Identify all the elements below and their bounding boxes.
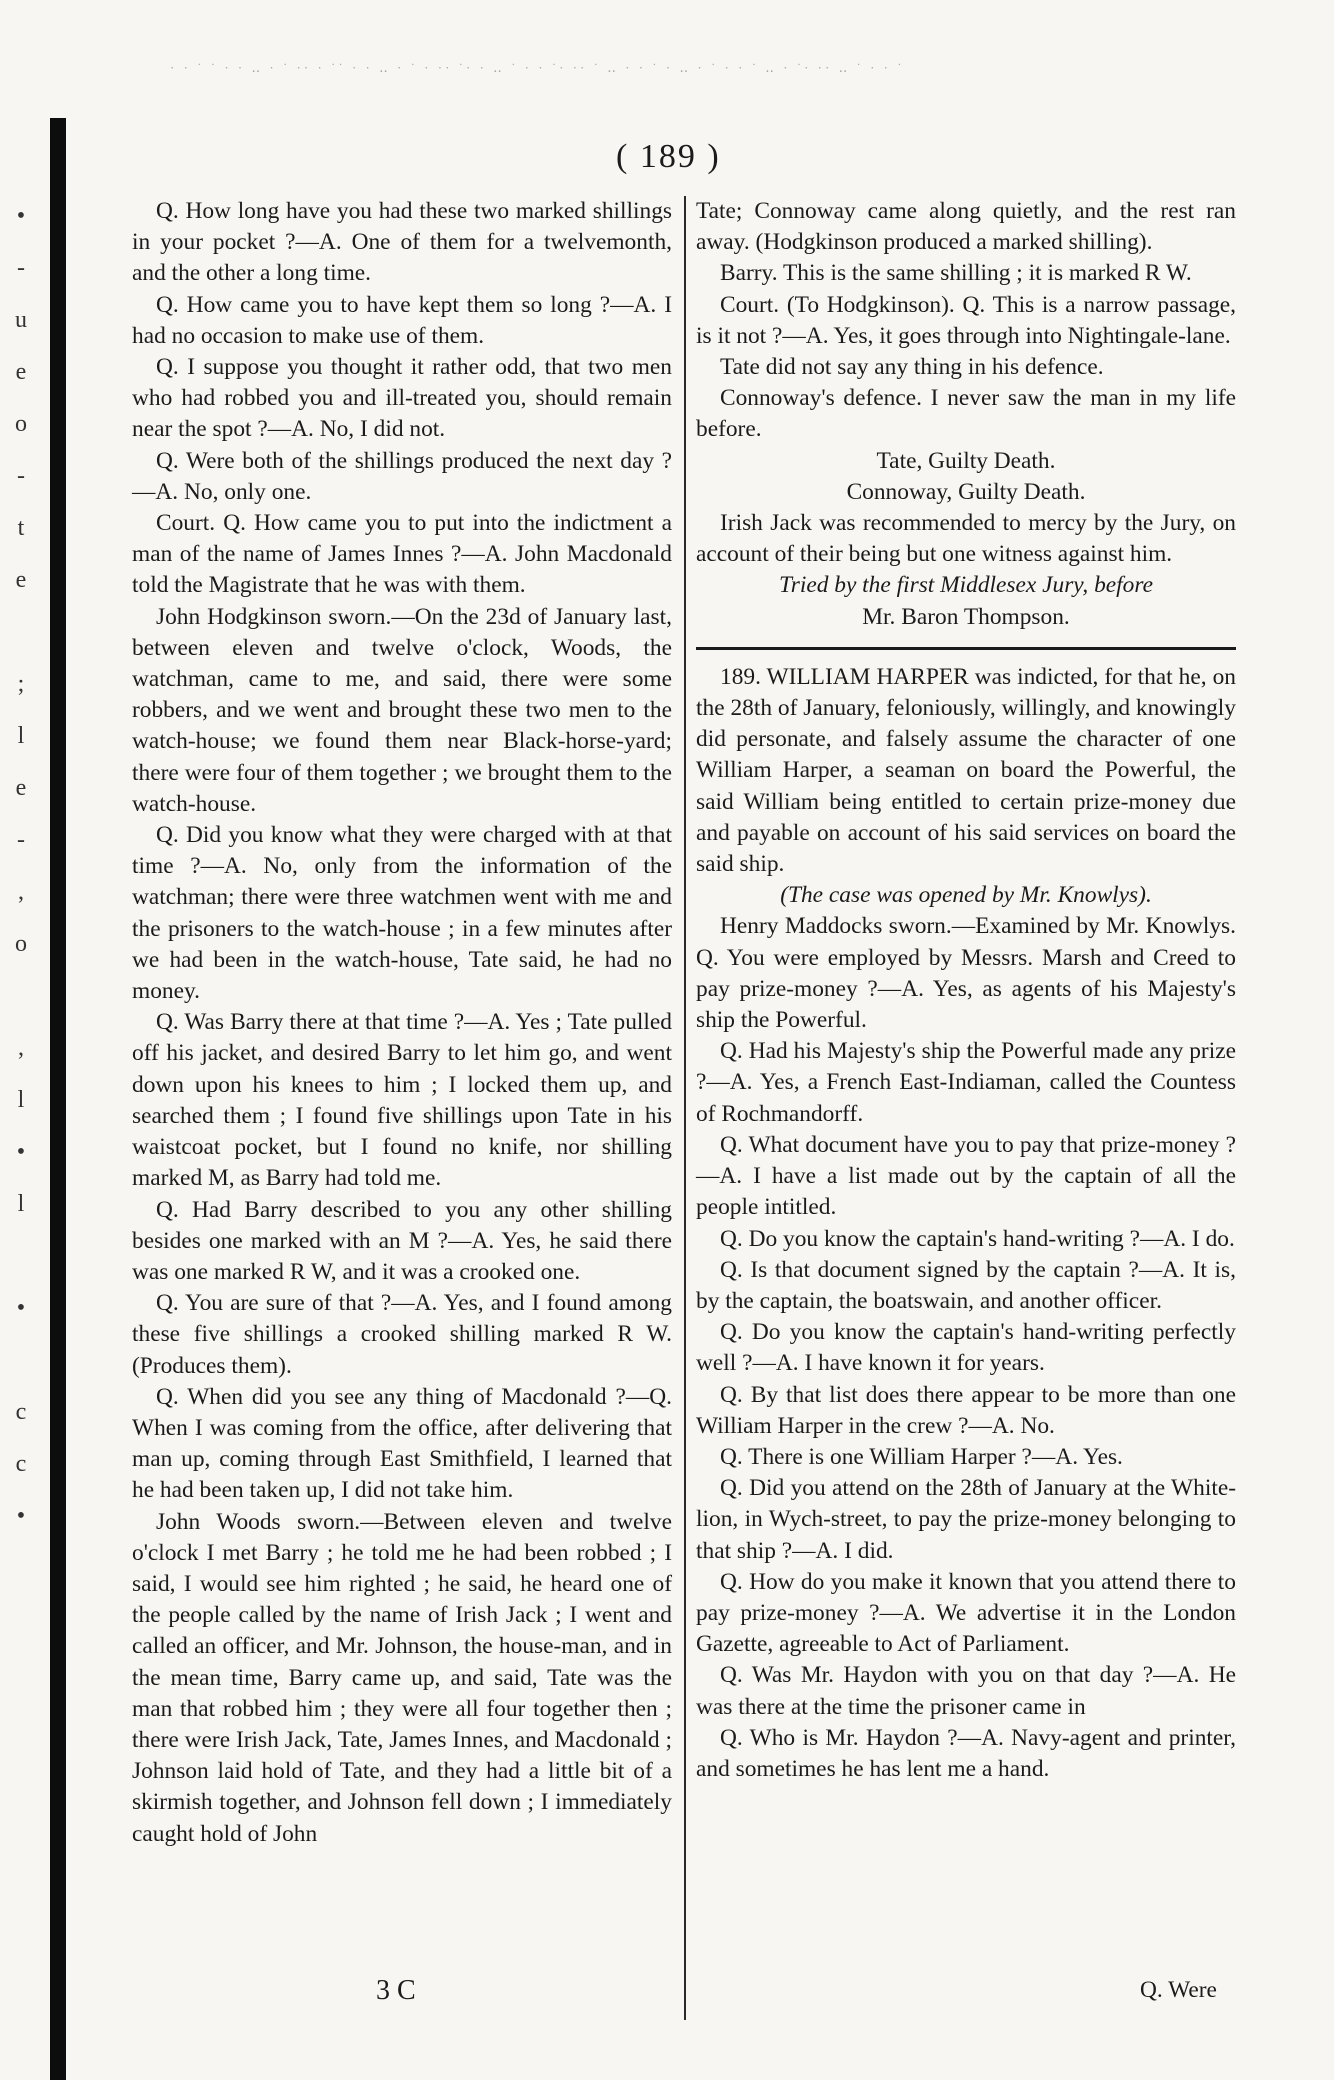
paragraph: Q. By that list does there appear to be more than one William Harper in the crew ?—A. No. (696, 1381, 1236, 1439)
paragraph: Henry Maddocks sworn.—Examined by Mr. Knowlys. Q. You were employed by Messrs. Marsh and Creed to pay prize-money ?—A. Yes, as agents of his Majesty's ship the Powerful. (696, 913, 1236, 1034)
paragraph: Q. What document have you to pay that prize-money ?—A. I have a list made out by the captain of all the people intitled. (696, 1131, 1236, 1221)
paragraph: Q. How long have you had these two marked shillings in your pocket ?—A. One of them for a twelvemonth, and the other a long time. (132, 198, 672, 287)
paragraph: John Hodgkinson sworn.—On the 23d of January last, between eleven and twelve o'clock, Woods, the watchman, came to me, and said, there were some robbers, and we went and brought these two men to the watch-house; we found them near Black-horse-yard; there were four of them together ; we brought them to the watch-house. (132, 603, 672, 817)
page-number: ( 189 ) (616, 138, 721, 175)
verdict-line: Connoway, Guilty Death. (846, 478, 1086, 505)
trial-note-text: Tried by the first Middlesex Jury, before (779, 572, 1153, 599)
paragraph: Irish Jack was recommended to mercy by the Jury, on account of their being but one witness against him. (696, 510, 1236, 568)
paragraph: Q. Was Barry there at that time ?—A. Yes ; Tate pulled off his jacket, and desired Barry to let him go, and went down upon his knees to him ; I locked them up, and searched them ; I found five shillings upon Tate in his waistcoat pocket, but I found no knife, nor shilling marked M, as Barry had told me. (132, 1009, 672, 1192)
top-edge-noise: · · ˙ ˙ · · ‥ · ˙ ·· · ˙˙ · · ‥ · ˙ · ·· ˙· · ‥ ˙ · · ˙· ·· ˙ ‥ · · ˙ · ‥ · ˙ · · ˙ ‥ · ˙· ·· ‥ ˙ · · ˙ (170, 60, 905, 75)
paragraph: Tate did not say any thing in his defence. (720, 354, 1104, 381)
section-rule (696, 647, 1236, 650)
catchword: Q. Were (1140, 1977, 1217, 2003)
paragraph: Q. I suppose you thought it rather odd, that two men who had robbed you and ill-treated you, should remain near the spot ?—A. No, I did not. (132, 354, 672, 443)
paragraph: Q. Were both of the shillings produced the next day ?—A. No, only one. (132, 447, 672, 505)
paragraph: Q. How do you make it known that you attend there to pay prize-money ?—A. We advertise it in the London Gazette, agreeable to Act of Parliament. (696, 1568, 1236, 1658)
paragraph: Q. Is that document signed by the captain ?—A. It is, by the captain, the boatswain, and another officer. (696, 1256, 1236, 1314)
paragraph: Q. Had his Majesty's ship the Powerful made any prize ?—A. Yes, a French East-Indiaman, called the Countess of Rochmandorff. (696, 1038, 1236, 1127)
paragraph: Q. You are sure of that ?—A. Yes, and I found among these five shillings a crooked shilling marked R W. (Produces them). (132, 1290, 672, 1379)
column-divider (684, 196, 686, 2020)
paragraph: Q. Had Barry described to you any other shilling besides one marked with an M ?—A. Yes, he said there was one marked R W, and it was a crooked one. (132, 1196, 672, 1285)
paragraph: Q. There is one William Harper ?—A. Yes. (720, 1443, 1123, 1470)
case-opening-note (696, 880, 1236, 911)
paragraph: Tate; Connoway came along quietly, and the rest ran away. (Hodgkinson produced a marked shilling). (696, 198, 1236, 256)
paragraph: Q. How came you to have kept them so long ?—A. I had no occasion to make use of them. (132, 291, 672, 349)
paragraph: Q. Who is Mr. Haydon ?—A. Navy-agent and printer, and sometimes he has lent me a hand. (696, 1724, 1236, 1782)
scan-edge-shadow (50, 118, 66, 2080)
paragraph: Q. Do you know the captain's hand-writing ?—A. I do. (720, 1225, 1235, 1252)
trial-note (696, 570, 1236, 601)
paragraph: Q. Was Mr. Haydon with you on that day ?—A. He was there at the time the prisoner came in (696, 1662, 1236, 1720)
paragraph: Court. Q. How came you to put into the indictment a man of the name of James Innes ?—A. John Macdonald told the Magistrate that he was with them. (132, 510, 672, 599)
paragraph: Q. Did you attend on the 28th of January at the White-lion, in Wych-street, to pay the prize-money belonging to that ship ?—A. I did. (696, 1475, 1236, 1564)
case-opening-note-text: (The case was opened by Mr. Knowlys). (780, 882, 1152, 909)
paragraph: Court. (To Hodgkinson). Q. This is a narrow passage, is it not ?—A. Yes, it goes through into Nightingale-lane. (696, 291, 1236, 349)
paragraph: John Woods sworn.—Between eleven and twelve o'clock I met Barry ; he told me he had been robbed ; I said, I would see him righted ; he said, he heard one of the people called by the name of Irish Jack ; I went and called an officer, and Mr. Johnson, the house-man, and in the mean time, Barry came up, and said, Tate was the man that robbed him ; they were all four together then ; there were Irish Jack, Tate, James Innes, and Macdonald ; Johnson laid hold of Tate, and they had a little bit of a skirmish together, and Johnson fell down ; I immediately caught hold of John (132, 1508, 672, 1847)
paragraph: Barry. This is the same shilling ; it is marked R W. (720, 260, 1192, 287)
paragraph: Q. Do you know the captain's hand-writing perfectly well ?—A. I have known it for years. (696, 1319, 1236, 1377)
paragraph: Q. When did you see any thing of Macdonald ?—Q. When I was coming from the office, after delivering that man up, coming through East Smithfield, I learned that he had been taken up, I did not take him. (132, 1383, 672, 1504)
printer-signature-mark: 3 C (376, 1975, 416, 2006)
verdict-line: Tate, Guilty Death. (876, 447, 1056, 474)
judge-name: Mr. Baron Thompson. (862, 603, 1070, 630)
paragraph: Q. Did you know what they were charged with at that time ?—A. No, only from the information of the watchman; there were three watchmen went with me and the prisoners to the watch-house ; in a few minutes after we had been in the watch-house, Tate said, he had no money. (132, 822, 672, 1005)
left-column (132, 196, 672, 1850)
defence-line: Connoway's defence. I never saw the man in my life before. (696, 385, 1236, 443)
right-column (696, 196, 1236, 1785)
case-heading-paragraph: 189. WILLIAM HARPER was indicted, for that he, on the 28th of January, feloniously, willingly, and knowingly did personate, and falsely assume the character of one William Harper, a seaman on board the Powerful, the said William being entitled to certain prize-money due and payable on account of his said services on board the said ship. (696, 663, 1236, 878)
left-margin-bleed-glyphs: • - u e o - t e ; l e - , o , l • l • c c • (15, 203, 27, 1529)
